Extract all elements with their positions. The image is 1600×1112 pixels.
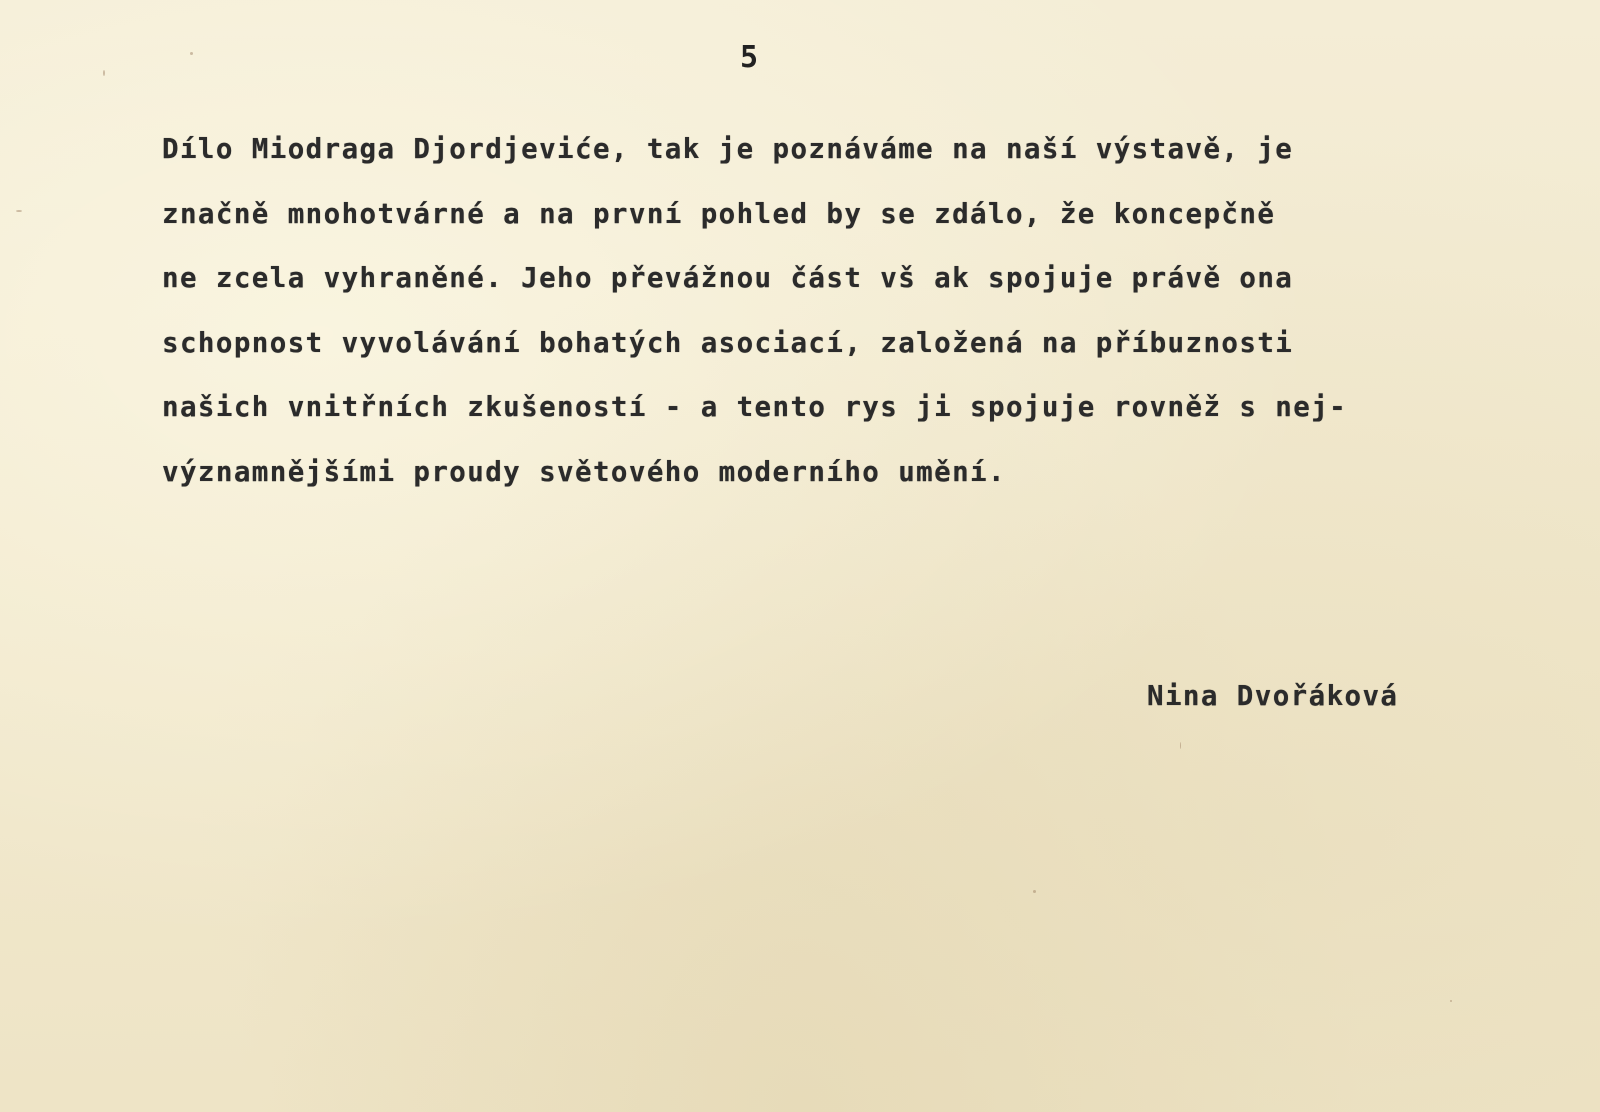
body-paragraph — [162, 133, 1492, 520]
page-number: 5 — [740, 40, 760, 75]
author-signature: Nina Dvořáková — [1147, 680, 1399, 712]
text-line: Dílo Miodraga Djordjeviće, tak je poznáváme na naší výstavě, je — [162, 133, 1294, 165]
paper-fleck — [190, 52, 193, 55]
paper-fleck — [1033, 890, 1036, 893]
text-line: našich vnitřních zkušeností - a tento rys ji spojuje rovněž s nej- — [162, 391, 1348, 423]
text-line: schopnost vyvolávání bohatých asociací, založená na příbuznosti — [162, 326, 1294, 359]
paper-fleck — [103, 70, 105, 76]
paper-fleck — [1450, 1000, 1452, 1002]
text-line: významnějšími proudy světového moderního umění. — [162, 455, 1006, 488]
paper-fleck — [16, 210, 22, 212]
paper-fleck — [1180, 742, 1181, 749]
text-line: značně mnohotvárné a na první pohled by se zdálo, že koncepčně — [162, 197, 1276, 230]
text-line: ne zcela vyhraněné. Jeho převážnou část vš ak spojuje právě ona — [162, 262, 1294, 294]
